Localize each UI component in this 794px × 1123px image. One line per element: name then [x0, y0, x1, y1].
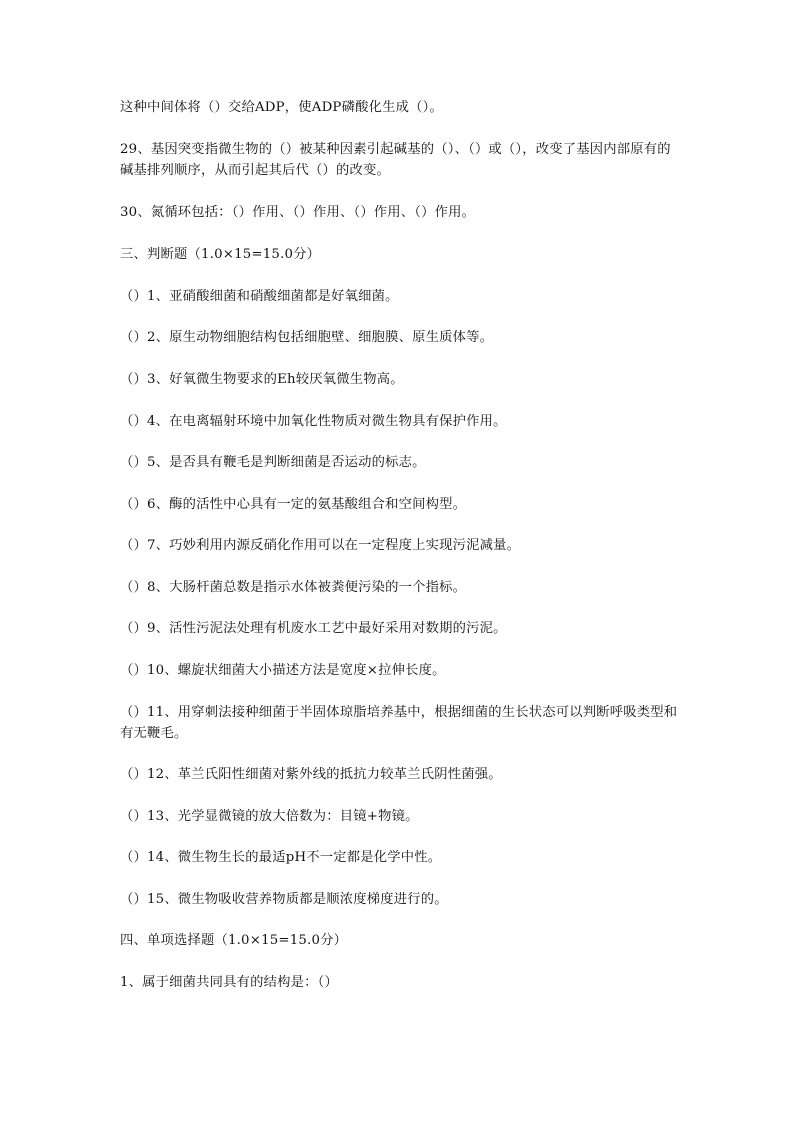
- true-false-item-1: （）1、亚硝酸细菌和硝酸细菌都是好氧细菌。: [120, 289, 399, 304]
- true-false-item-8: （）8、大肠杆菌总数是指示水体被粪便污染的一个指标。: [120, 580, 467, 595]
- true-false-item-13: （）13、光学显微镜的放大倍数为：目镜+物镜。: [120, 809, 419, 824]
- true-false-item-6: （）6、酶的活性中心具有一定的氨基酸组合和空间构型。: [120, 497, 467, 512]
- true-false-item-5: （）5、是否具有鞭毛是判断细菌是否运动的标志。: [120, 455, 426, 470]
- true-false-item-7: （）7、巧妙利用内源反硝化作用可以在一定程度上实现污泥减量。: [120, 538, 521, 553]
- true-false-item-14: （）14、微生物生长的最适pH不一定都是化学中性。: [120, 850, 442, 865]
- fill-in-line-intermediate: 这种中间体将（）交给ADP，使ADP磷酸化生成（）。: [120, 100, 443, 115]
- true-false-item-10: （）10、螺旋状细菌大小描述方法是宽度×拉伸长度。: [120, 663, 446, 678]
- true-false-item-12: （）12、革兰氏阳性细菌对紫外线的抵抗力较革兰氏阴性菌强。: [120, 767, 502, 782]
- fill-in-question-30: 30、氮循环包括：（）作用、（）作用、（）作用、（）作用。: [120, 205, 476, 220]
- fill-in-question-29: 29、基因突变指微生物的（）被某种因素引起碱基的（）、（）或（），改变了基因内部原有的碱基排列顺序，从而引起其后代（）的改变。: [120, 142, 671, 178]
- true-false-item-2: （）2、原生动物细胞结构包括细胞壁、细胞膜、原生质体等。: [120, 330, 494, 345]
- true-false-section-heading: 三、判断题（1.0×15=15.0分）: [120, 247, 321, 262]
- single-choice-question-1: 1、属于细菌共同具有的结构是：（）: [120, 975, 338, 990]
- true-false-item-4: （）4、在电离辐射环境中加氧化性物质对微生物具有保护作用。: [120, 414, 507, 429]
- true-false-item-15: （）15、微生物吸收营养物质都是顺浓度梯度进行的。: [120, 892, 448, 907]
- single-choice-section-heading: 四、单项选择题（1.0×15=15.0分）: [120, 933, 348, 948]
- true-false-item-9: （）9、活性污泥法处理有机废水工艺中最好采用对数期的污泥。: [120, 621, 507, 636]
- true-false-item-11: （）11、用穿刺法接种细菌于半固体琼脂培养基中，根据细菌的生长状态可以判断呼吸类型和有无鞭毛。: [120, 705, 678, 741]
- true-false-item-3: （）3、好氧微生物要求的Eh较厌氧微生物高。: [120, 372, 404, 387]
